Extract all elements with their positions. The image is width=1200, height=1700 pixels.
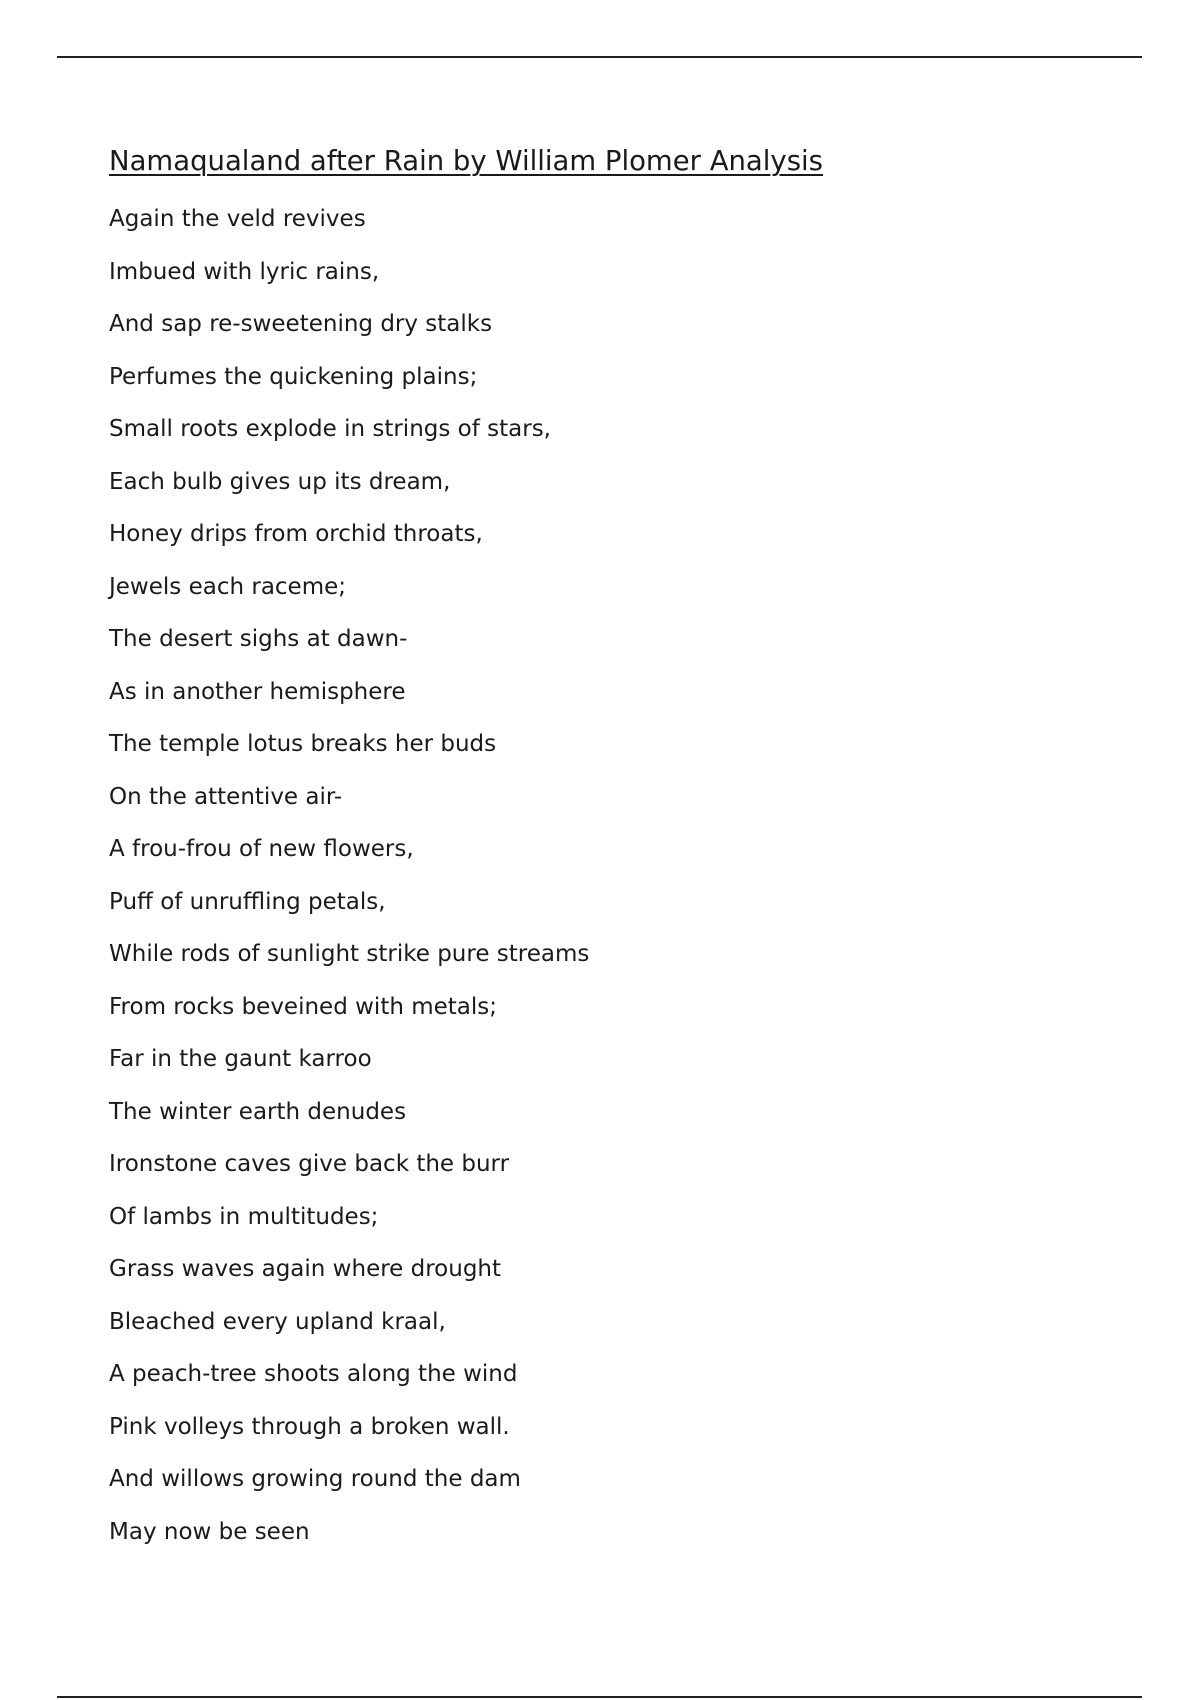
poem-line: The temple lotus breaks her buds bbox=[109, 731, 497, 757]
poem-line: And willows growing round the dam bbox=[109, 1466, 521, 1492]
poem-line: Again the veld revives bbox=[109, 206, 366, 232]
poem-line: A peach-tree shoots along the wind bbox=[109, 1361, 518, 1387]
poem-line: The desert sighs at dawn- bbox=[109, 626, 408, 652]
bottom-divider bbox=[57, 1696, 1142, 1698]
poem-line: Ironstone caves give back the burr bbox=[109, 1151, 510, 1177]
poem-line: Imbued with lyric rains, bbox=[109, 258, 380, 285]
poem-line: Grass waves again where drought bbox=[109, 1256, 502, 1282]
poem-line: Far in the gaunt karroo bbox=[109, 1046, 372, 1072]
poem-line: The winter earth denudes bbox=[109, 1098, 407, 1125]
document-body bbox=[109, 142, 1109, 1558]
poem-lines bbox=[109, 193, 1109, 1558]
poem-line: May now be seen bbox=[109, 1518, 310, 1545]
top-divider bbox=[57, 56, 1142, 58]
poem-line: While rods of sunlight strike pure streams bbox=[109, 941, 590, 967]
poem-line: Pink volleys through a broken wall. bbox=[109, 1413, 510, 1440]
poem-line: Honey drips from orchid throats, bbox=[109, 521, 483, 547]
poem-line: Bleached every upland kraal, bbox=[109, 1308, 446, 1335]
poem-line: From rocks beveined with metals; bbox=[109, 993, 498, 1020]
poem-line: And sap re-sweetening dry stalks bbox=[109, 311, 493, 337]
poem-line: As in another hemisphere bbox=[109, 678, 406, 705]
poem-line: Of lambs in multitudes; bbox=[109, 1203, 379, 1230]
poem-line: Jewels each raceme; bbox=[109, 573, 347, 600]
poem-line: Small roots explode in strings of stars, bbox=[109, 416, 551, 442]
poem-line: A frou-frou of new flowers, bbox=[109, 836, 414, 862]
poem-line: Each bulb gives up its dream, bbox=[109, 468, 451, 495]
page-title: Namaqualand after Rain by William Plomer Analysis bbox=[109, 145, 823, 177]
poem-line: Perfumes the quickening plains; bbox=[109, 363, 478, 390]
poem-line: On the attentive air- bbox=[109, 783, 343, 810]
poem-line: Puff of unruffling petals, bbox=[109, 888, 386, 915]
